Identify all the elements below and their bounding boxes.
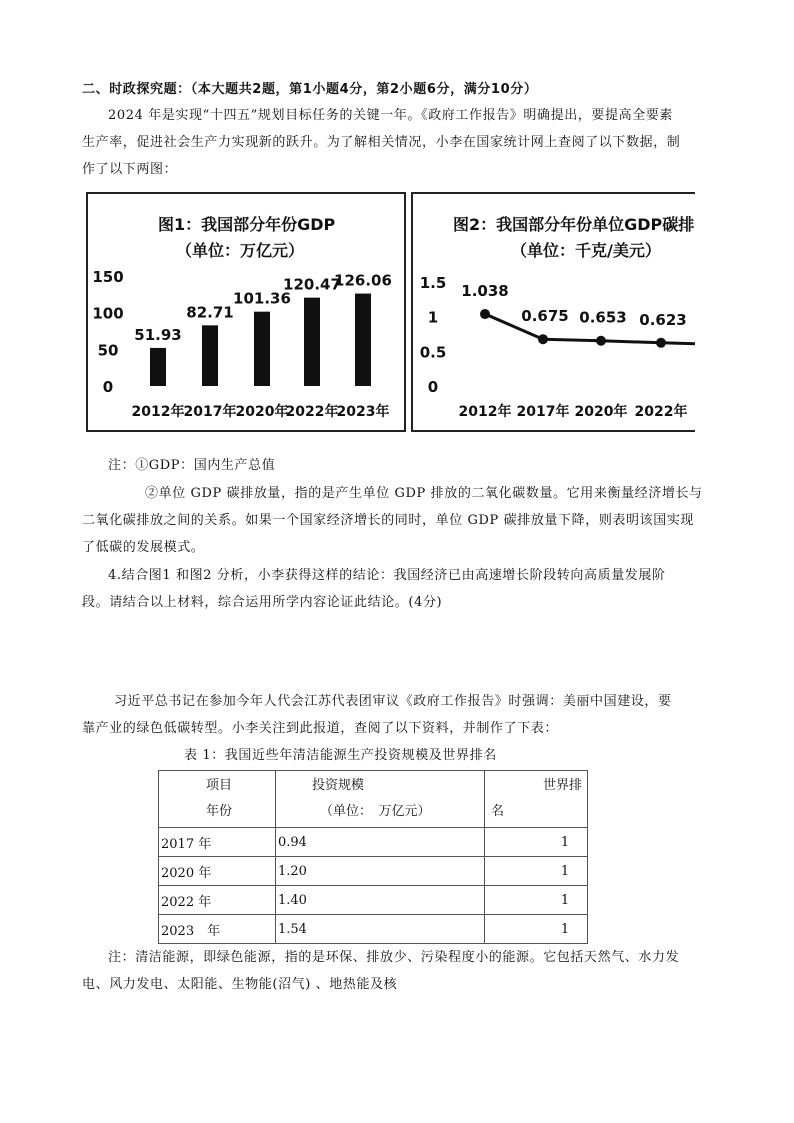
question-4-line-1: 4.结合图1 和图2 分析，小李获得这样的结论：我国经济已由高速增长阶段转向高质量发展阶	[108, 568, 666, 583]
data-point	[596, 336, 606, 346]
figure-2-plot	[413, 194, 695, 430]
figure-1-plot	[88, 194, 404, 430]
table-cell-year: 2023 年	[159, 915, 276, 944]
bar	[150, 348, 166, 386]
table-cell-investment: 1.54	[276, 915, 485, 944]
y-tick-label: 0.5	[419, 343, 447, 362]
figure-2-title: 图2：我国部分年份单位GDP碳排	[453, 215, 695, 234]
bar-value-label: 82.71	[186, 303, 234, 322]
header-year-label: 年份	[205, 804, 232, 819]
table-cell-investment: 1.40	[276, 886, 485, 915]
table-cell-year: 2022 年	[159, 886, 276, 915]
figure-1-title: 图1：我国部分年份GDP	[158, 215, 336, 234]
note-1: 注：①GDP：国内生产总值	[108, 458, 276, 473]
table-cell-year: 2020 年	[159, 857, 276, 886]
header-cell-investment	[276, 771, 485, 828]
section-heading: 二、时政探究题：（本大题共2题，第1小题4分，第2小题6分，满分10分）	[82, 82, 538, 97]
y-tick-label: 50	[97, 341, 119, 360]
header-unit-label: （单位： 万亿元）	[320, 804, 431, 819]
x-tick-label: 2023年	[336, 404, 390, 420]
table-row	[159, 857, 588, 886]
y-tick-label: 100	[92, 304, 124, 323]
point-value-label: 0.653	[579, 308, 627, 327]
intro-line-1: 2024 年是实现“十四五”规划目标任务的关键一年。《政府工作报告》明确提出，要提高全要素	[108, 108, 674, 123]
x-tick-label: 2012年	[131, 404, 185, 420]
y-tick-label: 0	[427, 378, 439, 396]
data-point	[480, 309, 490, 319]
figure-2-subtitle: （单位：千克/美元）	[511, 241, 661, 260]
header-item-label: 项目	[205, 778, 232, 793]
bar-value-label: 126.06	[334, 271, 392, 290]
para2-line-2: 靠产业的绿色低碳转型。小李关注到此报道，查阅了以下资料，并制作了下表：	[82, 721, 559, 736]
table-cell-investment: 0.94	[276, 828, 485, 857]
question-4-line-2: 段。请结合以上材料，综合运用所学内容论证此结论。(4分)	[82, 595, 443, 610]
table-cell-rank: 1	[485, 828, 588, 857]
figure-2-carbon-chart	[411, 192, 695, 432]
table-cell-rank: 1	[485, 886, 588, 915]
point-value-label: 0.675	[521, 307, 569, 326]
para2-line-1: 习近平总书记在参加今年人代会江苏代表团审议《政府工作报告》时强调：美丽中国建设，要	[114, 694, 672, 709]
table-header-row	[159, 771, 588, 828]
table-cell-rank: 1	[485, 857, 588, 886]
note-4: 了低碳的发展模式。	[82, 540, 205, 555]
x-tick-label: 2017年	[183, 404, 237, 420]
data-point	[538, 334, 548, 344]
figure-1-subtitle: （单位：万亿元）	[176, 241, 305, 260]
note-3: 二氧化碳排放之间的关系。如果一个国家经济增长的同时，单位 GDP 碳排放量下降，则表明该国实现	[82, 513, 695, 528]
x-tick-label: 2022年	[634, 404, 688, 420]
header-rank-label-bottom: 名	[491, 804, 505, 819]
bar	[202, 325, 218, 386]
final-note-line-2: 电、风力发电、太阳能、生物能(沼气) 、地热能及核	[82, 977, 398, 992]
intro-line-3: 作了以下两图：	[82, 162, 178, 177]
table-row	[159, 886, 588, 915]
x-tick-label: 2022年	[285, 404, 339, 420]
table-cell-investment: 1.20	[276, 857, 485, 886]
y-tick-label: 1.5	[419, 274, 447, 292]
header-cell-item-year	[159, 771, 276, 828]
bar	[304, 298, 320, 386]
point-value-label: 1.038	[461, 282, 509, 301]
x-tick-label: 2020年	[235, 404, 289, 420]
table-row	[159, 915, 588, 944]
header-rank-label-top: 世界排	[543, 778, 583, 793]
bar-value-label: 101.36	[233, 289, 291, 308]
x-tick-label: 2017年	[516, 404, 570, 420]
clean-energy-table	[158, 770, 588, 944]
x-tick-label: 2020年	[574, 404, 628, 420]
header-cell-rank	[485, 771, 588, 828]
table-caption: 表 1：我国近些年清洁能源生产投资规模及世界排名	[184, 748, 497, 763]
final-note-line-1: 注：清洁能源，即绿色能源，指的是环保、排放少、污染程度小的能源。它包括天然气、水力发	[108, 950, 680, 965]
table-cell-rank: 1	[485, 915, 588, 944]
point-value-label: 0.623	[639, 310, 687, 329]
figure-1-gdp-chart	[86, 192, 406, 432]
bar	[254, 312, 270, 386]
bar-value-label: 120.47	[283, 275, 341, 294]
table-row	[159, 828, 588, 857]
x-tick-label: 2012年	[458, 404, 512, 420]
note-2: ②单位 GDP 碳排放量，指的是产生单位 GDP 排放的二氧化碳数量。它用来衡量经济增长与	[145, 486, 703, 501]
y-tick-label: 0	[102, 378, 114, 396]
intro-line-2: 生产率，促进社会生产力实现新的跃升。为了解相关情况，小李在国家统计网上查阅了以下数据，制	[82, 135, 681, 150]
header-investment-label: 投资规模	[312, 778, 365, 793]
y-tick-label: 1	[427, 308, 439, 327]
bar-value-label: 51.93	[134, 325, 182, 344]
data-point	[656, 338, 666, 348]
y-tick-label: 150	[92, 268, 124, 286]
table-cell-year: 2017 年	[159, 828, 276, 857]
bar	[355, 294, 371, 386]
